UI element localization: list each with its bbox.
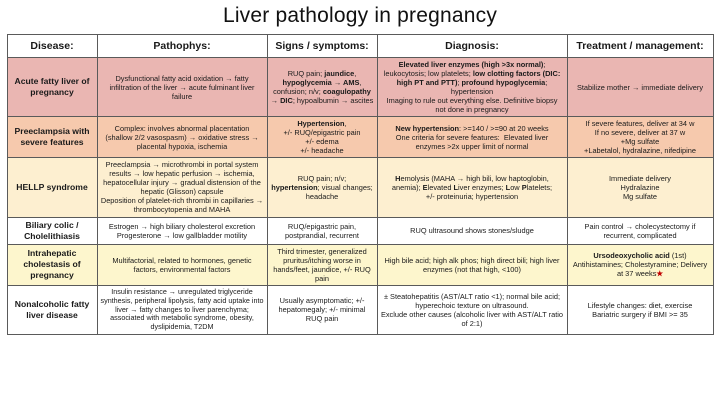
cell-diagnosis: Elevated liver enzymes (high >3x normal); leukocytosis; low platelets; low clotting factors (DIC: high PT and PTT); profound hypoglycemia; hypertension Imaging to rule out everything else. Definitive biopsy not done in pregnancy (377, 58, 567, 117)
disease-label-aflp: Acute fatty liver of pregnancy (14, 75, 90, 98)
cell-treatment: Lifestyle changes: diet, exercise Bariatric surgery if BMI >= 35 (567, 285, 713, 334)
column-header-disease: Disease: (7, 35, 97, 58)
table-row (7, 58, 713, 117)
table-row (7, 244, 713, 285)
cell-pathophys: Estrogen → high biliary cholesterol excretion Progesterone → low gallbladder motility (97, 217, 267, 244)
cell-diagnosis: Hemolysis (MAHA → high bili, low haptoglobin, anemia); Elevated Liver enzymes; Low Platelets; +/- proteinuria; hypertension (377, 158, 567, 217)
cell-treatment: If severe features, deliver at 34 w If no severe, deliver at 37 w +Mg sulfate +Labetalol, hydralazine, nifedipine (567, 117, 713, 158)
cell-pathophys (97, 285, 267, 334)
cell-signs (267, 285, 377, 334)
disease-label-preeclampsia: Preeclampsia with severe features (14, 126, 90, 148)
cell-disease (7, 117, 97, 158)
disease-label-biliary-colic: Biliary colic / Cholelithiasis (24, 219, 80, 241)
table-row (7, 217, 713, 244)
cell-disease (7, 244, 97, 285)
disease-label-hellp: HELLP syndrome (16, 181, 88, 192)
liver-pathology-table (7, 34, 714, 335)
cell-signs: RUQ pain; n/v; hypertension; visual changes; headache (267, 158, 377, 217)
diagnosis-text-biliary: RUQ ultrasound shows stones/sludge (410, 226, 534, 236)
table-row (7, 158, 713, 217)
cell-diagnosis (377, 217, 567, 244)
table-row (7, 285, 713, 334)
cell-signs: RUQ pain; jaundice, hypoglycemia → AMS, confusion; n/v; coagulopathy → DIC; hypoalbumin → ascites (267, 58, 377, 117)
diagnosis-text-icp: High bile acid; high alk phos; high direct bili; high liver enzymes (not that high, <100) (384, 255, 560, 274)
cell-diagnosis (377, 244, 567, 285)
cell-treatment: Immediate delivery Hydralazine Mg sulfate (567, 158, 713, 217)
cell-signs (267, 217, 377, 244)
column-header-diagnosis: Diagnosis: (377, 35, 567, 58)
signs-text-icp: Third trimester, generalized pruritus/itching worse in hands/feet, jaundice, +/- RUQ pain (273, 246, 371, 283)
cell-treatment (567, 58, 713, 117)
treatment-text-aflp: Stabilize mother → immediate delivery (576, 82, 704, 92)
column-header-pathophys: Pathophys: (97, 35, 267, 58)
column-header-treatment: Treatment / management: (567, 35, 713, 58)
cell-diagnosis: New hypertension: >=140 / >=90 at 20 weeks One criteria for severe features: Elevated liver enzymes >2x upper limit of normal (377, 117, 567, 158)
cell-disease (7, 58, 97, 117)
disease-label-icp: Intrahepatic cholestasis of pregnancy (23, 248, 81, 281)
cell-disease (7, 217, 97, 244)
signs-text-nafld: Usually asymptomatic; +/- hepatomegaly; +/- minimal RUQ pain (278, 296, 366, 324)
page-title: Liver pathology in pregnancy (222, 4, 498, 27)
table-header-row (7, 35, 713, 58)
treatment-text-biliary: Pain control → cholecystectomy if recurrent, complicated (584, 221, 696, 240)
cell-disease (7, 285, 97, 334)
pathophys-text-icp: Multifactorial, related to hormones, genetic factors, environmental factors (112, 255, 252, 274)
cell-pathophys (97, 58, 267, 117)
cell-treatment (567, 217, 713, 244)
signs-text-biliary: RUQ/epigastric pain, postprandial, recurrent (285, 221, 359, 240)
cell-pathophys (97, 244, 267, 285)
column-header-signs: Signs / symptoms: (267, 35, 377, 58)
cell-pathophys (97, 117, 267, 158)
disease-label-nafld: Nonalcoholic fatty liver disease (14, 298, 90, 320)
cell-disease (7, 158, 97, 217)
cell-signs (267, 244, 377, 285)
cell-pathophys: Preeclampsia → microthrombi in portal system results → low hepatic perfusion → ischemia, hepatocellular injury → gradual distension of the hepatic (Glisson) capsule Deposition of platelet-rich thrombi in capillaries → thrombocytopenia and MAHA (97, 158, 267, 217)
table-row (7, 117, 713, 158)
cell-signs: Hypertension, +/- RUQ/epigastric pain +/- edema +/- headache (267, 117, 377, 158)
pathophys-text-preeclampsia: Complex: involves abnormal placentation (shallow 2/2 vasospasm) → oxidative stress → placental hypoxia, ischemia (105, 123, 259, 151)
cell-treatment: Ursodeoxycholic acid (1st) Antihistamines; Cholestyramine; Delivery at 37 weeks★ (567, 244, 713, 285)
cell-diagnosis: ± Steatohepatitis (AST/ALT ratio <1); normal bile acid; hyperechoic texture on ultrasound. Exclude other causes (alcoholic liver with AST/ALT ratio of 2:1) (377, 285, 567, 334)
pathophys-text-nafld: Insulin resistance → unregulated triglyceride synthesis, peripheral lipolysis, fatty acid uptake into liver → fatty changes to liver parenchyma; associated with metabolic syndrome, obesity, dyslipidemia, T2DM (100, 286, 264, 332)
pathophys-text-aflp: Dysfunctional fatty acid oxidation → fatty infiltration of the liver → acute fulminant liver failure (109, 73, 255, 101)
